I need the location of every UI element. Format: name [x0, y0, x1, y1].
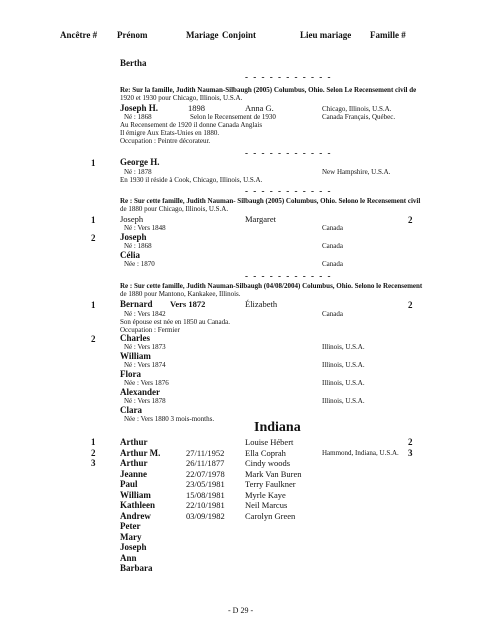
census-reference: Re : Sur cette famille, Judith Nauman- Silbaugh (2005) Columbus, Ohio. Selono le Recensement civil [120, 197, 421, 205]
marriage-date: 22/10/1981 [186, 500, 225, 510]
person-name: Arthur [120, 437, 148, 447]
census-reference-cont: de 1880 pour Chicago, Illinois, U.S.A. [120, 205, 229, 213]
spouse-name: Neil Marcus [245, 500, 288, 510]
birth-place: Canada [322, 310, 343, 318]
birth-info: Née : Vers 1876 [124, 379, 169, 387]
person-name: Paul [120, 479, 138, 489]
note-line: Il émigre Aux Etats-Unies en 1880. [120, 129, 220, 137]
birth-place: Illinois, U.S.A. [322, 343, 365, 351]
marriage-place: Hammond, Indiana, U.S.A. [322, 449, 399, 457]
child-name: Flora [120, 369, 141, 379]
header-ancetre: Ancêtre # [60, 30, 98, 40]
family-number: 2 [408, 437, 413, 447]
note-line: En 1930 il réside à Cook, Chicago, Illinois, U.S.A. [120, 176, 263, 184]
spouse-name: Myrle Kaye [245, 489, 286, 500]
header-lieu: Lieu mariage [300, 30, 352, 40]
origin-place: Canada Français, Québec. [322, 113, 396, 121]
birth-info: Né : 1868 [124, 242, 152, 250]
person-name: Bertha [120, 58, 147, 68]
birth-info: Né : Vers 1848 [124, 224, 166, 232]
birth-place: Canada [322, 260, 343, 268]
person-name: Arthur M. [120, 447, 161, 458]
birth-place: Canada [322, 224, 343, 232]
person-name: Andrew [120, 510, 151, 521]
person-name: Joseph H. [120, 103, 159, 113]
birth-info: Né : 1868 [124, 113, 152, 121]
census-reference: Re: Sur la famille, Judith Nauman-Silbaugh (2005) Columbus, Ohio. Selon Le Recensement civil de [120, 86, 417, 94]
marriage-date: 27/11/1952 [186, 447, 225, 458]
census-reference-cont: de 1880 pour Mantono, Kankakee, Illinois. [120, 290, 241, 298]
spouse-name: Élizabeth [245, 299, 278, 309]
spouse-name: Carolyn Green [245, 510, 296, 521]
marriage-date: 26/11/1877 [186, 458, 225, 468]
birth-info: Né : Vers 1878 [124, 397, 166, 405]
ancestor-number: 2 [91, 233, 96, 243]
ancestor-number: 2 [91, 334, 96, 344]
separator: - - - - - - - - - - - [245, 271, 332, 281]
census-note: Selon le Recensement de 1930 [190, 113, 276, 121]
marriage-date: 15/08/1981 [186, 489, 225, 500]
note-line: Occupation : Fermier [120, 326, 180, 334]
birth-info: Née : 1870 [124, 260, 155, 268]
child-name: Clara [120, 405, 142, 415]
header-prenom: Prénom [117, 30, 148, 40]
ancestor-number: 1 [91, 437, 96, 447]
person-name: Arthur [120, 458, 148, 468]
person-name: Mary [120, 531, 142, 542]
header-mariage: Mariage [186, 30, 219, 40]
census-reference-cont: 1920 et 1930 pour Chicago, Illinois, U.S.A. [120, 94, 243, 102]
ancestor-number: 1 [91, 158, 96, 168]
marriage-date: 22/07/1978 [186, 468, 225, 479]
birth-info: Né : Vers 1873 [124, 343, 166, 351]
marriage-year: Vers 1872 [170, 299, 206, 309]
family-number: 3 [408, 447, 413, 458]
birth-info: Né : Vers 1842 [124, 310, 166, 318]
header-famille: Famille # [370, 30, 406, 40]
person-name: George H. [120, 157, 160, 167]
page-number: - D 29 - [228, 606, 254, 615]
census-reference: Re : Sur cette famille, Judith Nauman-Silbaugh (04/08/2004) Columbus, Ohio. Selono le Recensement [120, 282, 423, 290]
person-name: Bernard [120, 299, 153, 309]
separator: - - - - - - - - - - - [245, 72, 332, 82]
person-name: Kathleen [120, 500, 155, 510]
ancestor-number: 1 [91, 300, 96, 310]
ancestor-number: 2 [91, 447, 96, 458]
birth-place: Illinois, U.S.A. [322, 397, 365, 405]
child-name: Charles [120, 333, 150, 343]
birth-place: Canada [322, 242, 343, 250]
marriage-date: 03/09/1982 [186, 510, 225, 521]
birth-place: New Hampshire, U.S.A. [322, 168, 391, 176]
birth-info: Né : 1878 [124, 168, 152, 176]
birth-info: Né : Vers 1874 [124, 361, 166, 369]
family-number: 2 [408, 300, 413, 310]
spouse-name: Anna G. [245, 103, 274, 113]
person-name: Peter [120, 521, 141, 531]
person-name: Jeanne [120, 468, 147, 479]
person-name: Joseph [120, 214, 144, 224]
separator: - - - - - - - - - - - [245, 148, 332, 158]
person-name: Ann [120, 552, 137, 563]
family-number: 2 [408, 215, 413, 225]
note-line: Occupation : Peintre décorateur. [120, 137, 211, 145]
person-name: Joseph [120, 542, 147, 552]
spouse-name: Louise Hébert [245, 437, 294, 447]
separator: - - - - - - - - - - - [245, 186, 332, 196]
spouse-name: Ella Coprah [245, 447, 286, 458]
spouse-name: Margaret [245, 214, 276, 224]
person-name: Célia [120, 250, 140, 260]
birth-place: Illinois, U.S.A. [322, 379, 365, 387]
spouse-name: Cindy woods [245, 458, 291, 468]
section-title: Indiana [254, 420, 301, 435]
birth-info: Née : Vers 1880 3 mois-months. [124, 415, 215, 423]
person-name: William [120, 489, 151, 500]
person-name: Joseph [120, 232, 147, 242]
spouse-name: Mark Van Buren [245, 468, 302, 479]
ancestor-number: 1 [91, 215, 96, 225]
header-conjoint: Conjoint [222, 30, 257, 40]
note-line: Au Recensement de 1920 il donne Canada Anglais [120, 121, 263, 129]
child-name: Alexander [120, 387, 160, 397]
birth-place: Illinois, U.S.A. [322, 361, 365, 369]
marriage-date: 23/05/1981 [186, 479, 225, 489]
marriage-year: 1898 [188, 103, 205, 113]
person-name: Barbara [120, 563, 153, 573]
spouse-name: Terry Faulkner [245, 479, 296, 489]
marriage-place: Chicago, Illinois, U.S.A. [322, 105, 392, 113]
note-line: Son épouse est née en 1850 au Canada. [120, 318, 231, 326]
child-name: William [120, 351, 151, 361]
ancestor-number: 3 [91, 458, 96, 468]
